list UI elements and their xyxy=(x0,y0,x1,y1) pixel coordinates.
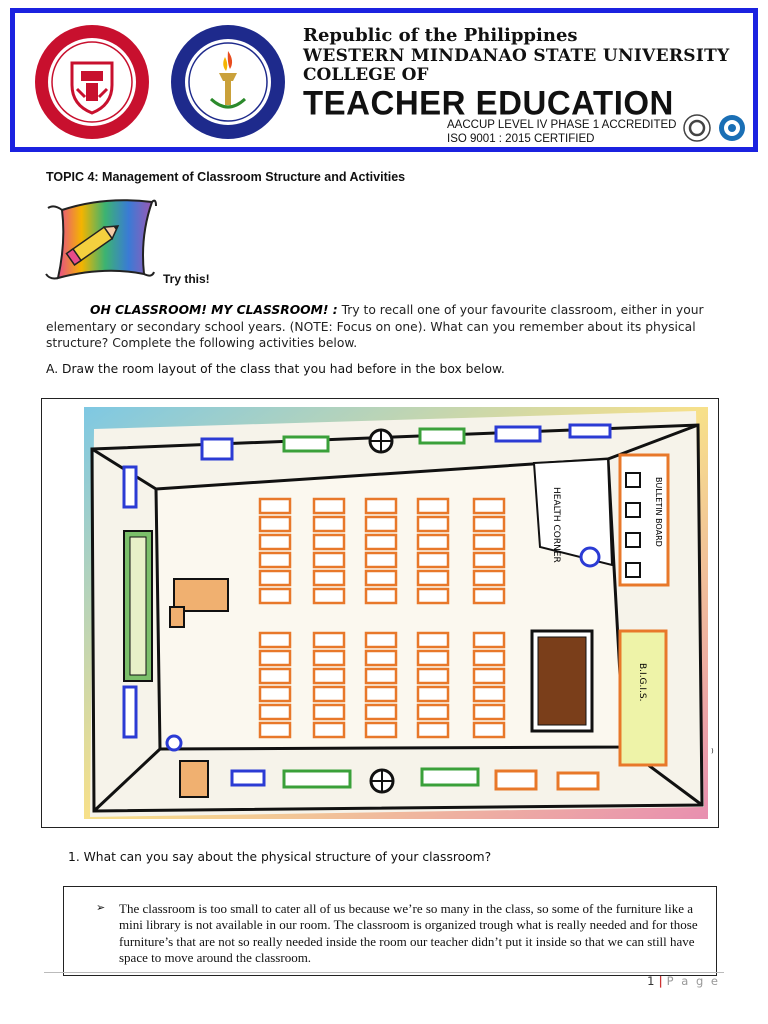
student-desk xyxy=(260,535,290,549)
student-desk xyxy=(366,517,396,531)
instruction-a: A. Draw the room layout of the class that you had before in the box below. xyxy=(46,362,505,376)
student-desk xyxy=(314,535,344,549)
student-desk xyxy=(260,517,290,531)
health-corner-label: HEALTH CORNER xyxy=(551,487,561,563)
student-desk xyxy=(260,633,290,647)
header-line-teacher-education: TEACHER EDUCATION xyxy=(303,83,674,122)
page-separator: | xyxy=(658,974,663,988)
certification-logo-icon xyxy=(682,113,712,143)
letterhead xyxy=(10,8,758,152)
student-desk xyxy=(260,705,290,719)
topic-title: TOPIC 4: Management of Classroom Structure and Activities xyxy=(46,170,406,184)
bigis-board-label: B.I.G.I.S. xyxy=(637,663,647,702)
student-desk xyxy=(260,499,290,513)
student-desk xyxy=(418,589,448,603)
student-desk xyxy=(314,589,344,603)
student-desk xyxy=(418,571,448,585)
intro-rest: Try to recall one of your favourite classroom, either in your elementary or secondary school years. (NOTE: Focus on one). What can you remember about its physical structure? Complete the following activities below. xyxy=(46,303,704,350)
intro-lead: OH CLASSROOM! MY CLASSROOM! : xyxy=(90,303,338,317)
stray-mark: ⁾ xyxy=(711,746,714,759)
student-desk xyxy=(366,669,396,683)
student-desk xyxy=(366,571,396,585)
student-desk xyxy=(366,687,396,701)
student-desk xyxy=(366,723,396,737)
student-desk xyxy=(474,651,504,665)
student-desk xyxy=(366,633,396,647)
pencil-banner-icon xyxy=(44,196,158,280)
student-desk xyxy=(474,571,504,585)
student-desk xyxy=(418,517,448,531)
student-desk xyxy=(314,499,344,513)
try-this-label: Try this! xyxy=(163,272,210,286)
student-desk xyxy=(314,687,344,701)
student-desk xyxy=(366,553,396,567)
student-desk xyxy=(314,553,344,567)
intro-paragraph xyxy=(46,302,726,352)
student-desk xyxy=(314,723,344,737)
student-desk xyxy=(474,535,504,549)
answer-text: The classroom is too small to cater all of us because we’re so many in the class, so some of the furniture like a mini library is not available in our room. The classroom is organized trough what is really needed and for those furniture’s that are not so really needed inside the room our teacher didn’t put it inside so that we can still have space to move around the classroom. xyxy=(119,901,698,965)
page-word: P a g e xyxy=(666,974,720,988)
header-line-university: WESTERN MINDANAO STATE UNIVERSITY xyxy=(303,46,730,66)
student-desk xyxy=(418,633,448,647)
student-desk xyxy=(314,651,344,665)
student-desk xyxy=(314,669,344,683)
student-desk xyxy=(366,535,396,549)
student-desk xyxy=(474,687,504,701)
student-desk xyxy=(260,553,290,567)
student-desk xyxy=(474,669,504,683)
student-desk xyxy=(366,589,396,603)
student-desk xyxy=(314,517,344,531)
student-desk xyxy=(418,553,448,567)
student-desk xyxy=(418,669,448,683)
student-desk xyxy=(314,705,344,719)
bullet-arrow-icon: ➢ xyxy=(96,901,106,914)
header-line-republic: Republic of the Philippines xyxy=(303,25,578,46)
footer-divider xyxy=(44,972,724,973)
student-desk xyxy=(474,705,504,719)
student-desk xyxy=(260,589,290,603)
header-line-college: COLLEGE OF xyxy=(303,65,429,85)
student-desk xyxy=(418,723,448,737)
student-desk xyxy=(418,535,448,549)
student-desk xyxy=(366,705,396,719)
iso-gear-icon xyxy=(717,113,747,143)
cte-seal-icon xyxy=(169,23,287,141)
student-desk xyxy=(474,723,504,737)
student-desk xyxy=(314,571,344,585)
student-desk xyxy=(474,499,504,513)
student-desk xyxy=(260,571,290,585)
page-number: 1 xyxy=(647,974,655,988)
answer-box xyxy=(63,886,717,976)
question-1: 1. What can you say about the physical structure of your classroom? xyxy=(68,850,492,864)
header-line-accreditation: AACCUP LEVEL IV PHASE 1 ACCREDITED xyxy=(447,119,677,131)
student-desk xyxy=(418,705,448,719)
student-desk xyxy=(474,517,504,531)
student-desk xyxy=(260,687,290,701)
bulletin-board-label: BULLETIN BOARD xyxy=(654,477,663,547)
student-desk xyxy=(260,723,290,737)
student-desk xyxy=(474,589,504,603)
header-line-iso: ISO 9001 : 2015 CERTIFIED xyxy=(447,133,595,145)
student-desk xyxy=(260,669,290,683)
student-desk xyxy=(366,651,396,665)
student-desk xyxy=(418,687,448,701)
student-desk xyxy=(366,499,396,513)
page-footer xyxy=(647,974,720,988)
student-desk xyxy=(418,651,448,665)
student-desk xyxy=(474,553,504,567)
student-desk xyxy=(474,633,504,647)
student-desk xyxy=(260,651,290,665)
student-desk xyxy=(314,633,344,647)
classroom-layout-drawing xyxy=(84,407,708,819)
wmsu-seal-icon xyxy=(33,23,151,141)
student-desk xyxy=(418,499,448,513)
